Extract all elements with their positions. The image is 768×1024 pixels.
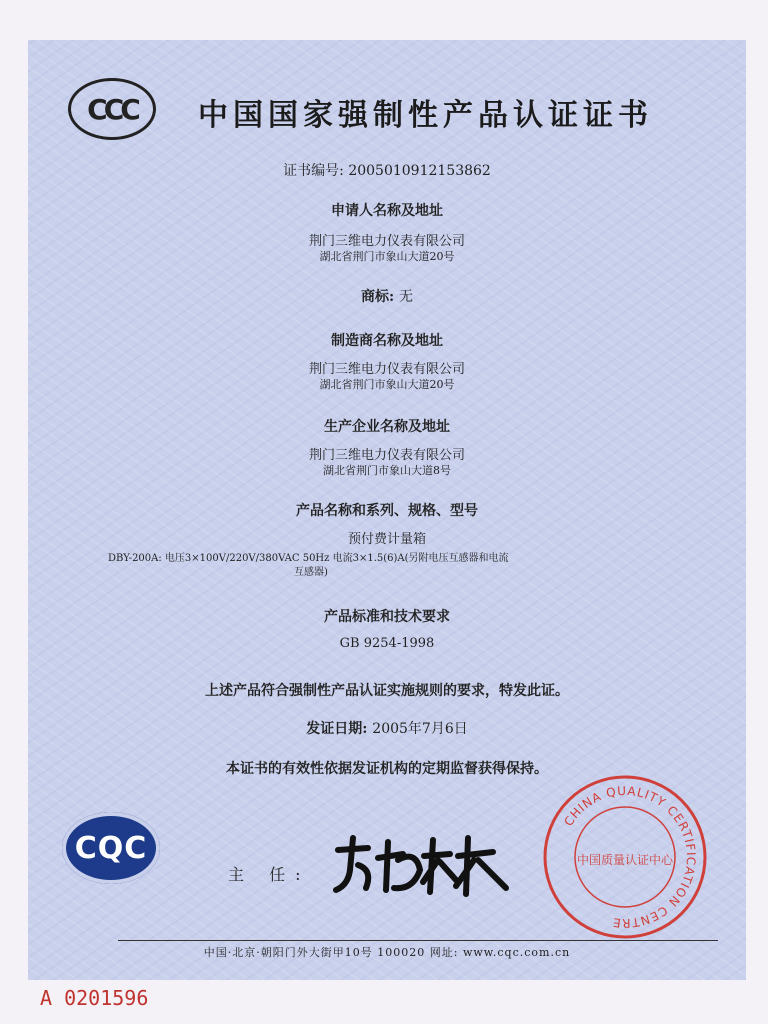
applicant-name: 荆门三维电力仪表有限公司 xyxy=(308,234,465,249)
director-label: 主 任: xyxy=(228,865,311,884)
applicant-heading: 申请人名称及地址 xyxy=(331,203,443,219)
product-spec xyxy=(108,552,668,580)
certificate-number-row xyxy=(28,160,746,180)
product-heading: 产品名称和系列、规格、型号 xyxy=(296,503,478,519)
standard-heading: 产品标准和技术要求 xyxy=(324,609,450,625)
standard-value: GB 9254-1998 xyxy=(339,636,435,651)
product-spec-line-2: 互感器) xyxy=(294,567,328,578)
ccc-logo-icon: CCC xyxy=(68,78,156,140)
director-signature-icon xyxy=(328,830,518,900)
factory-heading: 生产企业名称及地址 xyxy=(324,419,450,435)
footer-divider xyxy=(118,940,718,941)
validity-statement: 本证书的有效性依据发证机构的定期监督获得保持。 xyxy=(226,761,548,777)
trademark-label: 商标: xyxy=(360,289,395,305)
trademark-value: 无 xyxy=(399,289,414,305)
serial-number: A 0201596 xyxy=(40,986,149,1010)
product-spec-line-1: DBY-200A: 电压3×100V/220V/380VAC 50Hz 电流3×1.5(6)A(另附电压互感器和电流 xyxy=(108,553,509,564)
applicant-address: 湖北省荆门市象山大道20号 xyxy=(319,250,455,263)
trademark-row xyxy=(28,286,746,306)
certificate-number-label: 证书编号: xyxy=(283,163,344,179)
certification-seal-icon xyxy=(540,772,710,942)
cqc-logo-icon: CQC xyxy=(62,812,160,884)
issue-date-label: 发证日期: xyxy=(306,721,368,737)
compliance-statement: 上述产品符合强制性产品认证实施规则的要求，特发此证。 xyxy=(205,683,569,699)
seal-outer-text: CHINA QUALITY CERTIFICATION CENTRE xyxy=(561,783,699,931)
issue-date-row xyxy=(28,718,746,738)
issue-date-value: 2005年7月6日 xyxy=(372,721,468,737)
footer-address: 中国·北京·朝阳门外大街甲10号 100020 网址: www.cqc.com.cn xyxy=(203,946,571,959)
factory-name: 荆门三维电力仪表有限公司 xyxy=(308,448,465,463)
certificate-title: 中国国家强制性产品认证证书 xyxy=(198,98,653,133)
manufacturer-address: 湖北省荆门市象山大道20号 xyxy=(319,378,455,391)
factory-address: 湖北省荆门市象山大道8号 xyxy=(323,464,451,477)
manufacturer-name: 荆门三维电力仪表有限公司 xyxy=(308,362,465,377)
manufacturer-heading: 制造商名称及地址 xyxy=(331,333,443,349)
certificate-sheet xyxy=(28,40,746,980)
seal-inner-text: 中国质量认证中心 xyxy=(576,853,674,867)
product-name: 预付费计量箱 xyxy=(347,532,426,547)
certificate-number: 2005010912153862 xyxy=(348,163,491,179)
